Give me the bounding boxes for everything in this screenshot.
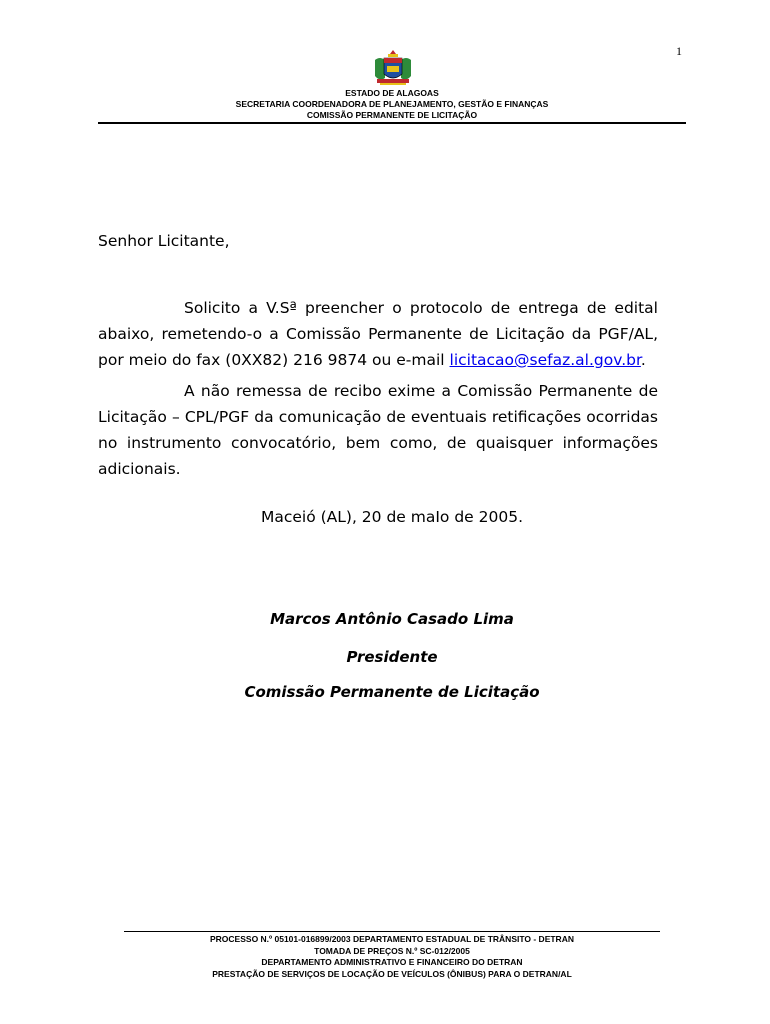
document-footer <box>98 934 686 980</box>
letter-date: Maceió (AL), 20 de maIo de 2005. <box>260 508 524 526</box>
page-number: 1 <box>676 44 682 58</box>
header-state: ESTADO DE ALAGOAS <box>345 88 439 98</box>
coat-of-arms-icon <box>372 50 414 86</box>
footer-divider <box>124 931 660 932</box>
footer-service: PRESTAÇÃO DE SERVIÇOS DE LOCAÇÃO DE VEÍCULOS (ÔNIBUS) PARA O DETRAN/AL <box>212 968 572 979</box>
footer-department: DEPARTAMENTO ADMINISTRATIVO E FINANCEIRO DO DETRAN <box>261 957 523 967</box>
email-link[interactable]: licitacao@sefaz.al.gov.br <box>449 351 641 369</box>
signature-title: Presidente <box>346 648 438 666</box>
signature-name: Marcos Antônio Casado Lima <box>270 610 514 628</box>
footer-process: PROCESSO N.º 05101-016899/2003 DEPARTAMENTO ESTADUAL DE TRÂNSITO - DETRAN <box>210 934 574 944</box>
letter-greeting: Senhor Licitante, <box>98 232 230 250</box>
signature-organization: Comissão Permanente de Licitação <box>244 683 540 701</box>
letter-paragraph-2: A não remessa de recibo exime a Comissão Permanente de Licitação – CPL/PGF da comunicação de eventuais retificações ocorridas no instrumento convocatório, bem como, de quaisquer informações adicionais. <box>98 382 658 478</box>
header-secretariat: SECRETARIA COORDENADORA DE PLANEJAMENTO, GESTÃO E FINANÇAS <box>235 99 549 109</box>
paragraph-1-end: . <box>640 351 646 369</box>
footer-tender: TOMADA DE PREÇOS N.º SC-012/2005 <box>314 945 470 956</box>
document-header <box>98 88 686 121</box>
letter-paragraph-1 <box>98 295 658 373</box>
header-commission: COMISSÃO PERMANENTE DE LICITAÇÃO <box>306 110 478 120</box>
header-divider <box>98 122 686 124</box>
paragraph-1-text: Solicito a V.Sª preencher o protocolo de entrega de edital abaixo, remetendo-o a Comissão Permanente de Licitação da PGF/AL, por meio do fax (0XX82) 216 9874 ou e-mail <box>98 299 658 369</box>
